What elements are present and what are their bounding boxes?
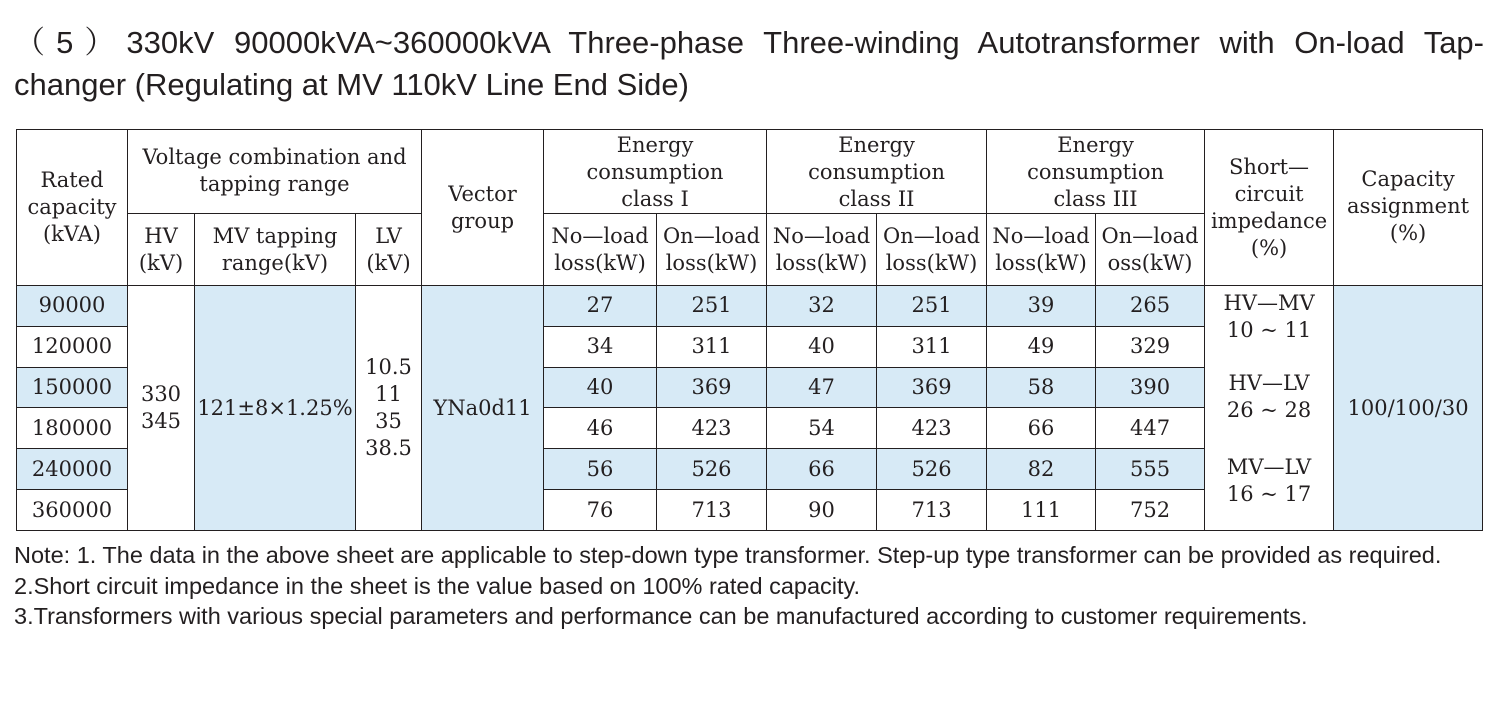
cell-c1-onload: 713 (657, 490, 767, 531)
impedance-hv-mv: HV—MV 10 ~ 11 (1223, 291, 1315, 342)
cell-mv-tapping: 121±8×1.25% (195, 286, 356, 531)
cell-c2-noload: 32 (767, 286, 877, 327)
cell-c1-noload: 27 (544, 286, 657, 327)
header-c3-noload: No—load loss(kW) (987, 214, 1096, 286)
cell-c2-onload: 311 (877, 326, 987, 367)
cell-c2-noload: 40 (767, 326, 877, 367)
cell-c1-noload: 56 (544, 449, 657, 490)
cell-short-circuit-impedance (1205, 286, 1334, 531)
cell-c3-onload: 390 (1096, 367, 1205, 408)
header-mv-tapping: MV tapping range(kV) (195, 214, 356, 286)
cell-c3-onload: 555 (1096, 449, 1205, 490)
note-2: 2.Short circuit impedance in the sheet is the value based on 100% rated capacity. (14, 572, 861, 599)
cell-vector-group: YNa0d11 (422, 286, 544, 531)
cell-c1-noload: 76 (544, 490, 657, 531)
cell-lv-values: 10.5 11 35 38.5 (356, 286, 422, 531)
cell-c2-noload: 47 (767, 367, 877, 408)
cell-c1-noload: 34 (544, 326, 657, 367)
cell-c3-noload: 111 (987, 490, 1096, 531)
cell-c1-onload: 526 (657, 449, 767, 490)
page-title: （5）330kV 90000kVA~360000kVA Three-phase Three-winding Autotransformer with On-load Tap-changer (Regulating at MV 110kV Line End Side) (14, 25, 1484, 102)
cell-c3-onload: 752 (1096, 490, 1205, 531)
impedance-mv-lv: MV—LV 16 ~ 17 (1226, 455, 1312, 506)
cell-c3-noload: 66 (987, 408, 1096, 449)
cell-c1-onload: 423 (657, 408, 767, 449)
cell-c1-noload: 46 (544, 408, 657, 449)
header-vector-group: Vector group (422, 130, 544, 286)
cell-capacity: 90000 (17, 286, 128, 327)
cell-c1-onload: 369 (657, 367, 767, 408)
cell-c3-onload: 447 (1096, 408, 1205, 449)
header-hv: HV (kV) (128, 214, 195, 286)
cell-c2-onload: 369 (877, 367, 987, 408)
table-row (17, 286, 1483, 327)
cell-hv-values: 330 345 (128, 286, 195, 531)
header-voltage-combination: Voltage combination and tapping range (128, 130, 422, 214)
cell-c2-onload: 713 (877, 490, 987, 531)
impedance-hv-lv: HV—LV 26 ~ 28 (1226, 371, 1312, 422)
header-energy-class-1: Energy consumption class I (544, 130, 767, 214)
cell-c1-onload: 251 (657, 286, 767, 327)
cell-capacity-assignment: 100/100/30 (1334, 286, 1483, 531)
note-1: Note: 1. The data in the above sheet are applicable to step-down type transformer. Step-up type transformer can be provided as required. (14, 542, 1442, 568)
cell-c2-noload: 90 (767, 490, 877, 531)
header-c1-onload: On—load loss(kW) (657, 214, 767, 286)
cell-c3-noload: 58 (987, 367, 1096, 408)
header-c2-noload: No—load loss(kW) (767, 214, 877, 286)
notes-section (14, 540, 1482, 632)
cell-capacity: 240000 (17, 449, 128, 490)
header-energy-class-2: Energy consumption class II (767, 130, 987, 214)
cell-c2-onload: 526 (877, 449, 987, 490)
cell-c1-noload: 40 (544, 367, 657, 408)
cell-c2-onload: 251 (877, 286, 987, 327)
note-3: 3.Transformers with various special parameters and performance can be manufactured according to customer requirements. (14, 603, 1308, 629)
cell-c3-onload: 329 (1096, 326, 1205, 367)
cell-c1-onload: 311 (657, 326, 767, 367)
header-short-circuit-impedance: Short— circuit impedance (%) (1205, 130, 1334, 286)
cell-c2-noload: 66 (767, 449, 877, 490)
cell-c3-onload: 265 (1096, 286, 1205, 327)
header-capacity-assignment: Capacity assignment (%) (1334, 130, 1483, 286)
cell-c2-noload: 54 (767, 408, 877, 449)
header-energy-class-3: Energy consumption class III (987, 130, 1205, 214)
cell-capacity: 360000 (17, 490, 128, 531)
header-lv: LV (kV) (356, 214, 422, 286)
cell-c3-noload: 49 (987, 326, 1096, 367)
cell-capacity: 150000 (17, 367, 128, 408)
cell-c2-onload: 423 (877, 408, 987, 449)
header-rated-capacity: Rated capacity (kVA) (17, 130, 128, 286)
transformer-spec-table (16, 129, 1483, 531)
cell-c3-noload: 82 (987, 449, 1096, 490)
cell-capacity: 180000 (17, 408, 128, 449)
header-c3-onload: On—load oss(kW) (1096, 214, 1205, 286)
header-c2-onload: On—load loss(kW) (877, 214, 987, 286)
header-c1-noload: No—load loss(kW) (544, 214, 657, 286)
cell-c3-noload: 39 (987, 286, 1096, 327)
cell-capacity: 120000 (17, 326, 128, 367)
